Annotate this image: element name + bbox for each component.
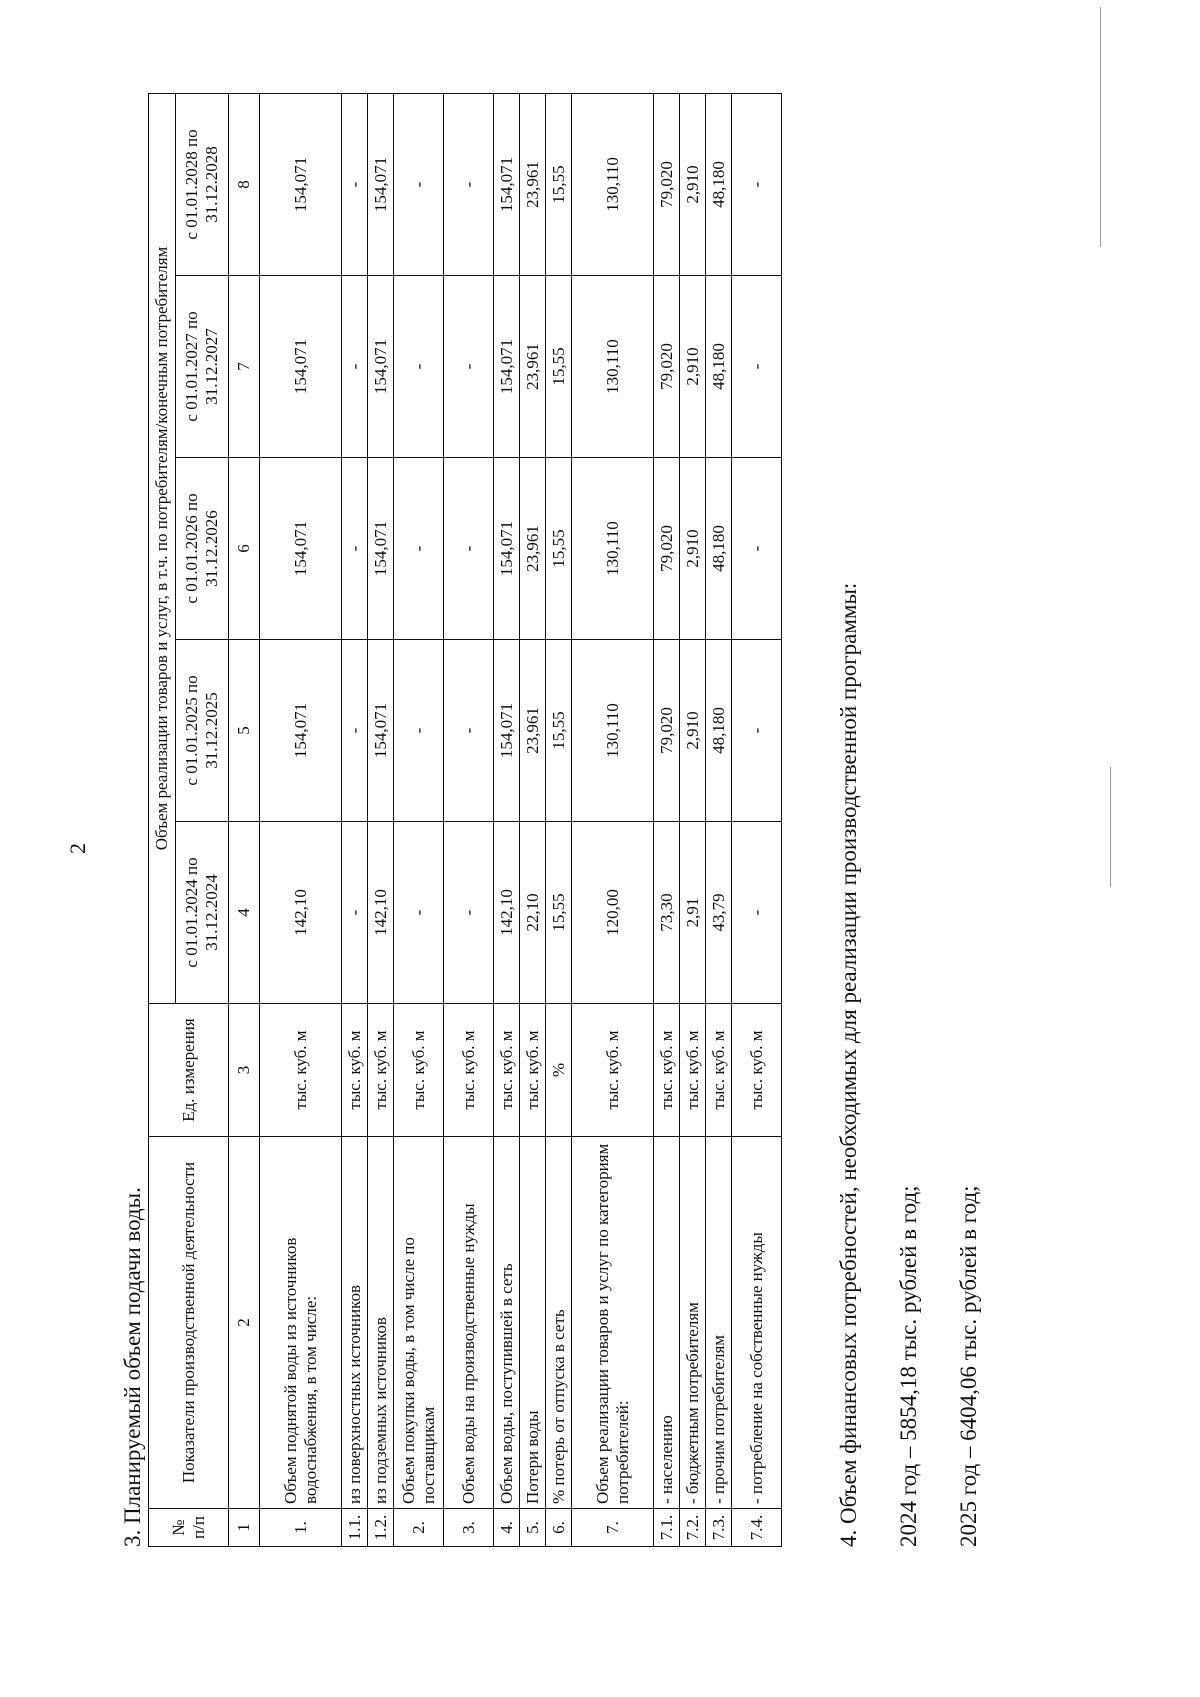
row-unit: тыс. куб. м: [494, 1004, 520, 1137]
row-value: 2,910: [680, 458, 706, 640]
row-unit: тыс. куб. м: [680, 1004, 706, 1137]
financial-line-2025: 2025 год – 6404,06 тыс. рублей в год;: [956, 1185, 981, 1547]
row-value: 15,55: [546, 640, 572, 822]
row-value: -: [342, 93, 368, 275]
row-value: 130,110: [572, 93, 654, 275]
row-value: 79,020: [654, 640, 680, 822]
row-unit: тыс. куб. м: [520, 1004, 546, 1137]
column-index: 4: [229, 822, 260, 1004]
row-unit: %: [546, 1004, 572, 1137]
table-row: [680, 93, 706, 1546]
column-index: 6: [229, 458, 260, 640]
row-value: 154,071: [368, 93, 394, 275]
row-value: 48,180: [706, 458, 732, 640]
row-number: 1.1.: [342, 1509, 368, 1547]
section-4-title: 4. Объем финансовых потребностей, необходимых для реализации производственной программы:: [836, 582, 861, 1547]
table-row: [342, 93, 368, 1546]
row-value: 43,79: [706, 822, 732, 1004]
row-value: -: [444, 276, 494, 458]
row-value: -: [394, 458, 444, 640]
row-value: 48,180: [706, 276, 732, 458]
row-unit: тыс. куб. м: [572, 1004, 654, 1137]
column-index: 1: [229, 1509, 260, 1547]
row-value: -: [342, 822, 368, 1004]
table-row: [732, 93, 782, 1546]
row-value: 142,10: [494, 822, 520, 1004]
row-value: -: [732, 640, 782, 822]
row-value: 120,00: [572, 822, 654, 1004]
row-value: 154,071: [368, 640, 394, 822]
row-indicator: Объем поднятой воды из источников водоснабжения, в том числе:: [260, 1137, 342, 1509]
row-number: 6.: [546, 1509, 572, 1547]
row-indicator: - потребление на собственные нужды: [732, 1137, 782, 1509]
row-value: -: [394, 822, 444, 1004]
row-value: 15,55: [546, 822, 572, 1004]
row-unit: тыс. куб. м: [654, 1004, 680, 1137]
row-value: 23,961: [520, 458, 546, 640]
row-number: 1.: [260, 1509, 342, 1547]
row-value: 79,020: [654, 458, 680, 640]
row-number: 7.4.: [732, 1509, 782, 1547]
row-value: 79,020: [654, 93, 680, 275]
column-index: 7: [229, 276, 260, 458]
row-value: 73,30: [654, 822, 680, 1004]
row-value: 15,55: [546, 93, 572, 275]
row-value: 15,55: [546, 276, 572, 458]
row-value: 154,071: [494, 458, 520, 640]
table-row: [368, 93, 394, 1546]
row-unit: тыс. куб. м: [368, 1004, 394, 1137]
row-value: 154,071: [260, 458, 342, 640]
row-number: 3.: [444, 1509, 494, 1547]
row-value: -: [732, 822, 782, 1004]
row-value: -: [342, 640, 368, 822]
row-value: 22,10: [520, 822, 546, 1004]
row-number: 2.: [394, 1509, 444, 1547]
row-number: 7.2.: [680, 1509, 706, 1547]
row-value: 154,071: [494, 276, 520, 458]
table-row: [546, 93, 572, 1546]
column-index: 8: [229, 93, 260, 275]
water-supply-table: [148, 93, 782, 1547]
header-period: с 01.01.2028 по 31.12.2028: [176, 93, 229, 275]
row-number: 7.3.: [706, 1509, 732, 1547]
header-period: с 01.01.2024 по 31.12.2024: [176, 822, 229, 1004]
column-index: 5: [229, 640, 260, 822]
row-value: 154,071: [494, 93, 520, 275]
row-value: -: [444, 93, 494, 275]
margin-rule: [1110, 767, 1111, 887]
row-value: 142,10: [260, 822, 342, 1004]
row-indicator: Потери воды: [520, 1137, 546, 1509]
row-value: 23,961: [520, 93, 546, 275]
header-volume-group: Объем реализации товаров и услуг, в т.ч. по потребителям/конечным потребителям: [149, 93, 176, 1003]
row-value: 154,071: [260, 640, 342, 822]
row-value: -: [444, 458, 494, 640]
row-value: 2,910: [680, 93, 706, 275]
row-value: 142,10: [368, 822, 394, 1004]
row-value: 130,110: [572, 276, 654, 458]
row-number: 7.1.: [654, 1509, 680, 1547]
row-value: 2,910: [680, 640, 706, 822]
column-index: 3: [229, 1004, 260, 1137]
row-number: 7.: [572, 1509, 654, 1547]
header-period: с 01.01.2026 по 31.12.2026: [176, 458, 229, 640]
row-indicator: Объем реализации товаров и услуг по категориям потребителей:: [572, 1137, 654, 1509]
row-value: 154,071: [368, 458, 394, 640]
table-row: [706, 93, 732, 1546]
table-row: [572, 93, 654, 1546]
row-value: -: [342, 458, 368, 640]
row-value: 48,180: [706, 640, 732, 822]
row-value: -: [444, 640, 494, 822]
row-value: 154,071: [494, 640, 520, 822]
header-period: с 01.01.2027 по 31.12.2027: [176, 276, 229, 458]
row-value: -: [732, 93, 782, 275]
table-row: [520, 93, 546, 1546]
table-row: [494, 93, 520, 1546]
row-unit: тыс. куб. м: [394, 1004, 444, 1137]
row-value: -: [732, 276, 782, 458]
row-unit: тыс. куб. м: [342, 1004, 368, 1137]
row-value: -: [394, 276, 444, 458]
row-indicator: Объем воды на производственные нужды: [444, 1137, 494, 1509]
section-3-title: 3. Планируемый объем подачи воды.: [120, 1187, 145, 1547]
row-value: 130,110: [572, 640, 654, 822]
row-unit: тыс. куб. м: [260, 1004, 342, 1137]
row-number: 4.: [494, 1509, 520, 1547]
row-value: 79,020: [654, 276, 680, 458]
row-value: 130,110: [572, 458, 654, 640]
row-unit: тыс. куб. м: [444, 1004, 494, 1137]
margin-rule: [1100, 7, 1101, 247]
table-row: [394, 93, 444, 1546]
row-value: -: [394, 93, 444, 275]
column-index-row: [229, 93, 260, 1546]
row-indicator: % потерь от отпуска в сеть: [546, 1137, 572, 1509]
row-value: 154,071: [368, 276, 394, 458]
page-number: 2: [65, 843, 90, 854]
header-num: № п/п: [149, 1509, 229, 1547]
row-value: 2,910: [680, 276, 706, 458]
row-value: -: [732, 458, 782, 640]
financial-line-2024: 2024 год – 5854,18 тыс. рублей в год;: [896, 1185, 921, 1547]
row-indicator: - прочим потребителям: [706, 1137, 732, 1509]
row-value: -: [342, 276, 368, 458]
header-period: с 01.01.2025 по 31.12.2025: [176, 640, 229, 822]
row-number: 1.2.: [368, 1509, 394, 1547]
row-indicator: из поверхностных источников: [342, 1137, 368, 1509]
row-value: -: [394, 640, 444, 822]
row-indicator: - бюджетным потребителям: [680, 1137, 706, 1509]
row-indicator: Объем воды, поступившей в сеть: [494, 1137, 520, 1509]
table-row: [444, 93, 494, 1546]
row-value: 2,91: [680, 822, 706, 1004]
header-indicator: Показатели производственной деятельности: [149, 1137, 229, 1509]
header-unit: Ед. измерения: [149, 1004, 229, 1137]
row-indicator: - населению: [654, 1137, 680, 1509]
row-unit: тыс. куб. м: [732, 1004, 782, 1137]
row-value: 23,961: [520, 640, 546, 822]
row-unit: тыс. куб. м: [706, 1004, 732, 1137]
table-row: [260, 93, 342, 1546]
row-value: 48,180: [706, 93, 732, 275]
row-value: 154,071: [260, 93, 342, 275]
row-value: 154,071: [260, 276, 342, 458]
table-row: [654, 93, 680, 1546]
row-number: 5.: [520, 1509, 546, 1547]
column-index: 2: [229, 1137, 260, 1509]
row-indicator: Объем покупки воды, в том числе по поставщикам: [394, 1137, 444, 1509]
row-value: 15,55: [546, 458, 572, 640]
row-value: 23,961: [520, 276, 546, 458]
row-value: -: [444, 822, 494, 1004]
row-indicator: из подземных источников: [368, 1137, 394, 1509]
